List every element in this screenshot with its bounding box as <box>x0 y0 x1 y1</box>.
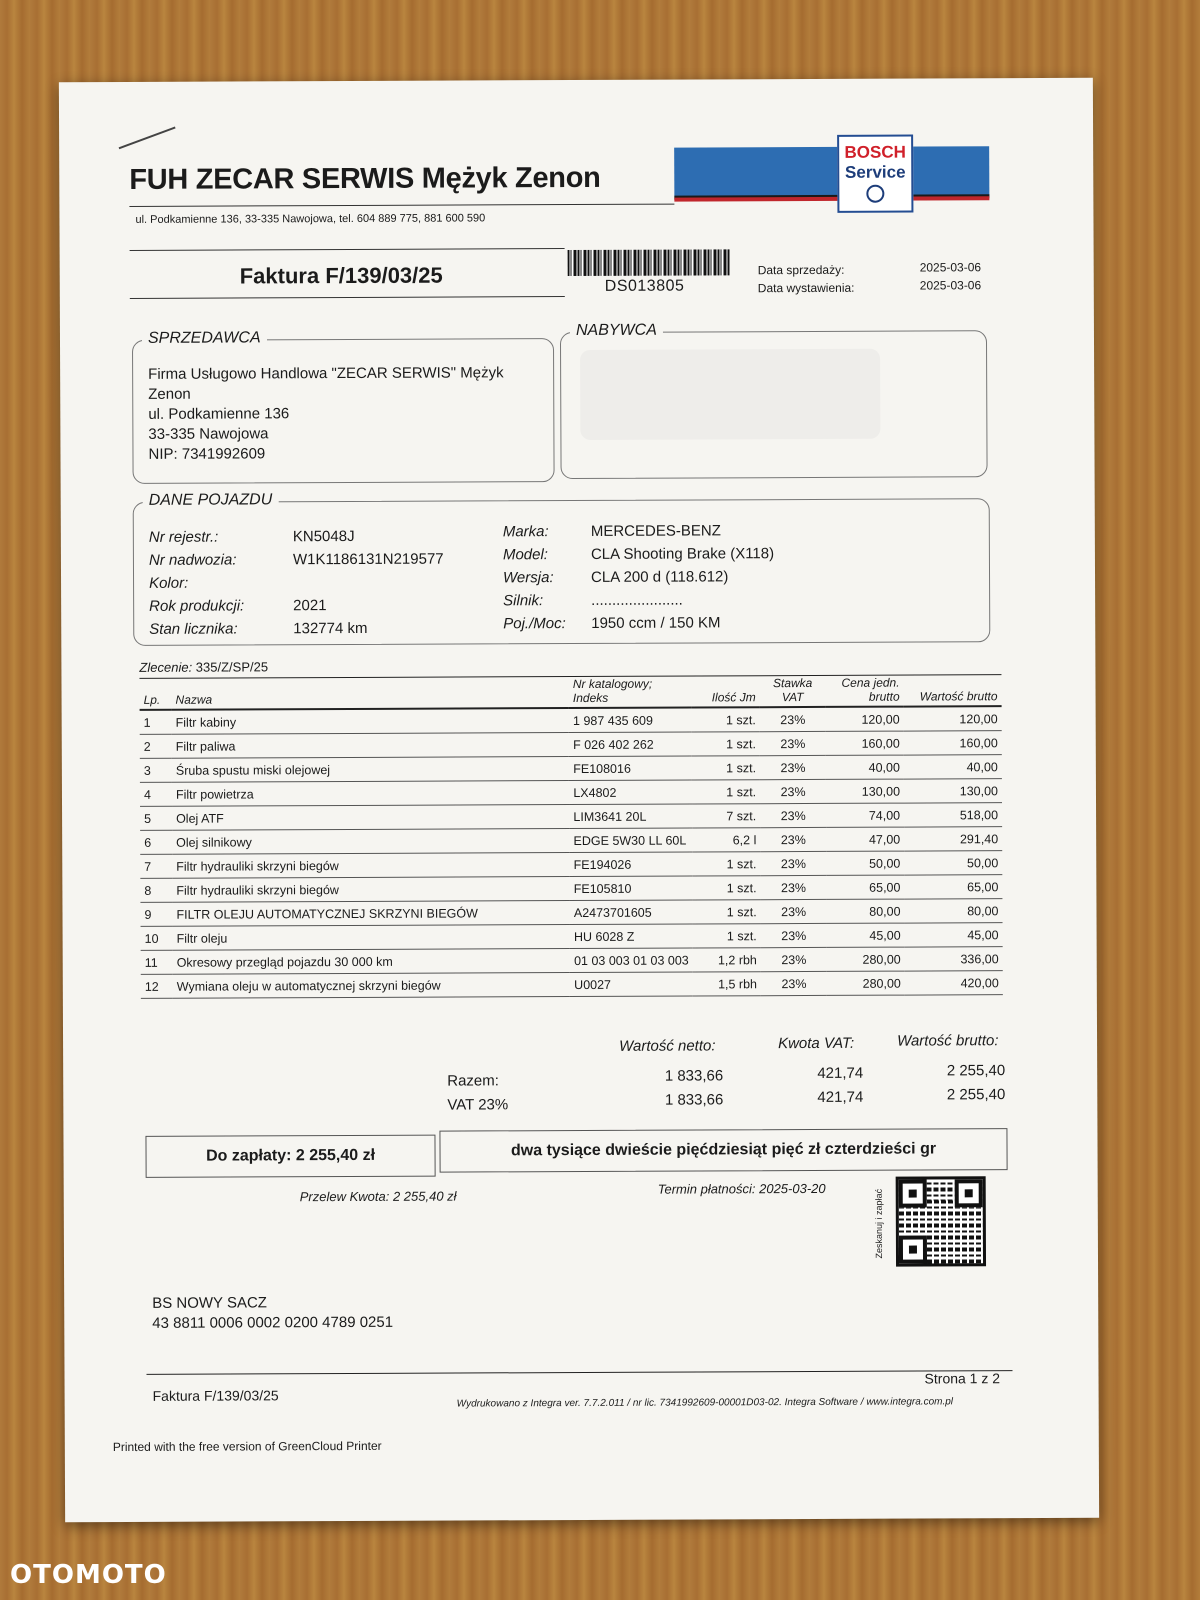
summary-vat-rate-net: 1 833,66 <box>664 1091 724 1109</box>
row-catalog: FE108016 <box>569 756 692 781</box>
bank-account: 43 8811 0006 0002 0200 4789 0251 <box>152 1313 394 1332</box>
col-catalog: Nr katalogowy; Indeks <box>569 675 692 709</box>
items-body <box>140 706 1003 998</box>
row-price: 280,00 <box>827 971 905 995</box>
row-lp: 4 <box>140 782 172 806</box>
payment-qr-code <box>896 1176 986 1266</box>
bosch-band-red <box>674 196 989 201</box>
row-lp: 11 <box>141 950 173 974</box>
row-name: Filtr kabiny <box>172 708 569 734</box>
buyer-redaction <box>580 349 880 440</box>
row-name: Filtr oleju <box>173 925 570 951</box>
row-price: 45,00 <box>827 923 905 947</box>
vehicle-field-label: Rok produkcji: <box>149 597 245 615</box>
barcode <box>568 249 730 276</box>
row-vat: 23% <box>760 779 826 803</box>
qr-scan-label: Zeskanuj i zapłać <box>873 1188 885 1259</box>
seller-nip: NIP: 7341992609 <box>148 445 266 463</box>
row-total: 160,00 <box>904 731 1002 755</box>
date-values <box>920 258 982 294</box>
table-header-row <box>139 673 1001 710</box>
buyer-label: NABYWCA <box>570 322 663 340</box>
col-name: Nazwa <box>171 675 569 710</box>
vehicle-left-labels <box>149 525 245 640</box>
vehicle-right-values <box>591 519 775 635</box>
row-name: Śruba spustu miski olejowej <box>172 757 569 783</box>
summary-vat-rate-gross: 2 255,40 <box>946 1086 1006 1104</box>
company-name: FUH ZECAR SERWIS Mężyk Zenon <box>129 161 601 196</box>
row-lp: 12 <box>141 974 173 998</box>
vehicle-color <box>293 571 444 595</box>
row-name: Filtr powietrza <box>172 781 569 807</box>
vehicle-odometer: 132774 km <box>293 619 368 638</box>
logo-text-bosch: BOSCH <box>844 142 906 162</box>
transfer-amount: Przelew Kwota: 2 255,40 zł <box>299 1188 457 1205</box>
seller-label: SPRZEDAWCA <box>142 329 267 348</box>
row-catalog: F 026 402 262 <box>569 732 692 757</box>
qr-finder <box>899 1235 927 1263</box>
summary-total-gross: 2 255,40 <box>946 1062 1006 1080</box>
col-total: Wartość brutto <box>903 673 1001 706</box>
row-total: 130,00 <box>904 779 1002 803</box>
vehicle-make: MERCEDES-BENZ <box>590 522 721 540</box>
row-price: 65,00 <box>826 875 904 899</box>
row-catalog: FE194026 <box>570 852 693 877</box>
row-vat: 23% <box>761 971 827 995</box>
vehicle-field-label: Marka: <box>502 523 549 541</box>
row-catalog: LX4802 <box>569 780 692 805</box>
row-vat: 23% <box>760 803 826 827</box>
row-lp: 10 <box>141 926 173 950</box>
vehicle-engine: ...................... <box>591 591 683 609</box>
row-catalog: EDGE 5W30 LL 60L <box>569 828 692 853</box>
seller-line: Firma Usługowo Handlowa "ZECAR SERWIS" Mężyk <box>148 364 504 383</box>
footer-invoice: Faktura F/139/03/25 <box>152 1387 279 1404</box>
vehicle-vin: W1K1186131N219577 <box>292 550 444 569</box>
row-vat: 23% <box>760 731 826 755</box>
row-catalog: U0027 <box>570 972 693 997</box>
payment-term: Termin płatności: 2025-03-20 <box>657 1180 826 1197</box>
row-price: 160,00 <box>826 731 904 755</box>
row-catalog: 1 987 435 609 <box>569 708 692 733</box>
vehicle-field-label: Stan licznika: <box>149 620 238 638</box>
row-qty: 1 szt. <box>693 924 761 948</box>
row-qty: 1,5 rbh <box>693 972 761 996</box>
row-price: 280,00 <box>827 947 905 971</box>
row-catalog: A2473701605 <box>570 900 693 925</box>
seller-line: Zenon <box>148 385 191 403</box>
vehicle-version: CLA 200 d (118.612) <box>590 568 729 586</box>
company-address: ul. Podkamienne 136, 33-335 Nawojowa, tel. 604 889 775, 881 600 590 <box>135 212 486 226</box>
printed-by-integra: Wydrukowano z Integra ver. 7.7.2.011 / nr lic. 7341992609-00001D03-02. Integra Software / www.integra.com.pl <box>456 1396 954 1410</box>
row-name: Olej silnikowy <box>172 829 569 855</box>
summary-total-net: 1 833,66 <box>664 1067 724 1085</box>
invoice-paper <box>59 78 1099 1522</box>
row-qty: 1 szt. <box>692 707 760 732</box>
col-price: Cena jedn. brutto <box>826 674 904 707</box>
row-qty: 7 szt. <box>692 804 760 828</box>
row-total: 80,00 <box>904 899 1002 923</box>
vehicle-field-label: Poj./Moc: <box>503 615 566 633</box>
row-total: 336,00 <box>905 947 1003 971</box>
vehicle-field-label: Wersja: <box>502 569 554 587</box>
summary-vat-header: Kwota VAT: <box>778 1034 855 1053</box>
row-name: FILTR OLEJU AUTOMATYCZNEJ SKRZYNI BIEGÓW <box>172 901 569 927</box>
row-qty: 1 szt. <box>692 732 760 756</box>
row-lp: 3 <box>140 758 172 782</box>
order-label: Zlecenie: <box>139 659 193 675</box>
row-name: Filtr hydrauliki skrzyni biegów <box>172 853 569 879</box>
vehicle-label: DANE POJAZDU <box>143 491 279 510</box>
row-lp: 5 <box>140 806 172 830</box>
row-qty: 1 szt. <box>692 852 760 876</box>
summary-vat-rate-vat: 421,74 <box>817 1088 864 1106</box>
issue-date-label: Data wystawienia: <box>757 280 855 296</box>
sale-date: 2025-03-06 <box>919 260 982 275</box>
row-catalog: HU 6028 Z <box>570 924 693 949</box>
vehicle-field-label: Model: <box>502 546 548 564</box>
vehicle-model: CLA Shooting Brake (X118) <box>590 545 775 563</box>
seller-details <box>148 363 538 465</box>
seller-line: ul. Podkamienne 136 <box>148 405 290 423</box>
bosch-service-logo <box>837 135 913 213</box>
row-qty: 1 szt. <box>693 876 761 900</box>
col-lp: Lp. <box>139 677 171 710</box>
row-name: Filtr paliwa <box>172 733 569 759</box>
row-price: 40,00 <box>826 755 904 779</box>
row-total: 40,00 <box>904 755 1002 779</box>
header-rule <box>129 204 674 207</box>
row-vat: 23% <box>761 947 827 971</box>
vehicle-field-label: Nr rejestr.: <box>148 528 219 546</box>
table-row <box>141 971 1003 999</box>
row-vat: 23% <box>760 755 826 779</box>
issue-date: 2025-03-06 <box>919 278 982 293</box>
row-catalog: FE105810 <box>570 876 693 901</box>
row-total: 65,00 <box>904 875 1002 899</box>
row-vat: 23% <box>761 923 827 947</box>
row-vat: 23% <box>761 899 827 923</box>
row-qty: 1 szt. <box>693 900 761 924</box>
row-total: 45,00 <box>905 923 1003 947</box>
row-lp: 6 <box>140 830 172 854</box>
row-lp: 8 <box>140 878 172 902</box>
vehicle-field-label: Nr nadwozia: <box>148 551 237 569</box>
row-name: Okresowy przegląd pojazdu 30 000 km <box>173 949 570 975</box>
row-lp: 1 <box>140 710 172 735</box>
row-total: 291,40 <box>904 827 1002 851</box>
col-qty: Ilość Jm <box>692 674 760 707</box>
summary-vat-rate-label: VAT 23% <box>447 1096 509 1114</box>
seller-line: 33-335 Nawojowa <box>148 425 269 443</box>
row-price: 130,00 <box>826 779 904 803</box>
title-rule-bottom <box>130 296 565 299</box>
date-labels <box>758 261 855 297</box>
vehicle-registration: KN5048J <box>292 527 355 546</box>
row-price: 74,00 <box>826 803 904 827</box>
footer-rule <box>146 1370 1012 1375</box>
row-total: 518,00 <box>904 803 1002 827</box>
row-qty: 1,2 rbh <box>693 948 761 972</box>
summary-total-label: Razem: <box>447 1072 499 1090</box>
bank-name: BS NOWY SACZ <box>152 1294 267 1312</box>
row-lp: 7 <box>140 854 172 878</box>
amount-due-box: Do zapłaty: 2 255,40 zł <box>145 1135 435 1178</box>
logo-text-service: Service <box>844 162 906 182</box>
bank-details <box>152 1293 393 1334</box>
summary-net-header: Wartość netto: <box>619 1037 716 1055</box>
row-vat: 23% <box>760 851 826 875</box>
page-number: Strona 1 z 2 <box>924 1370 1001 1387</box>
otomoto-watermark: OTOMOTO <box>10 1560 167 1590</box>
row-price: 47,00 <box>826 827 904 851</box>
vehicle-left-values <box>293 525 444 641</box>
row-price: 120,00 <box>826 707 904 732</box>
row-price: 80,00 <box>827 899 905 923</box>
vehicle-field-label: Silnik: <box>503 592 544 610</box>
vehicle-right-labels <box>503 520 566 635</box>
row-qty: 6,2 l <box>692 828 760 852</box>
title-rule-top <box>130 248 565 251</box>
invoice-title: Faktura F/139/03/25 <box>239 262 443 289</box>
row-price: 50,00 <box>826 851 904 875</box>
qr-finder <box>899 1179 927 1207</box>
row-total: 420,00 <box>905 971 1003 995</box>
row-vat: 23% <box>760 827 826 851</box>
vehicle-displacement: 1950 ccm / 150 KM <box>591 614 721 632</box>
amount-in-words-box: dwa tysiące dwieście pięćdziesiąt pięć zł czterdzieści gr <box>439 1128 1007 1172</box>
vehicle-field-label: Kolor: <box>149 574 189 592</box>
vehicle-year: 2021 <box>293 597 327 615</box>
row-qty: 1 szt. <box>692 780 760 804</box>
row-lp: 9 <box>140 902 172 926</box>
row-name: Olej ATF <box>172 805 569 831</box>
sale-date-label: Data sprzedaży: <box>757 262 845 278</box>
summary-total-vat: 421,74 <box>817 1064 864 1082</box>
col-vat: Stawka VAT <box>760 674 826 707</box>
bosch-armature-icon <box>866 185 884 203</box>
table-row <box>140 706 1002 734</box>
bosch-band <box>674 146 989 199</box>
order-line <box>139 659 268 675</box>
row-catalog: LIM3641 20L <box>569 804 692 829</box>
row-name: Wymiana oleju w automatycznej skrzyni biegów <box>173 973 570 999</box>
row-total: 50,00 <box>904 851 1002 875</box>
row-total: 120,00 <box>904 706 1002 731</box>
summary-gross-header: Wartość brutto: <box>897 1032 999 1050</box>
row-qty: 1 szt. <box>692 756 760 780</box>
row-lp: 2 <box>140 734 172 758</box>
qr-finder <box>955 1179 983 1207</box>
greencloud-note: Printed with the free version of GreenCloud Printer <box>112 1438 382 1455</box>
barcode-number: DS013805 <box>604 277 685 295</box>
row-vat: 23% <box>760 707 826 732</box>
pen-mark <box>119 127 176 150</box>
items-table <box>139 673 1002 999</box>
row-catalog: 01 03 003 01 03 003 <box>570 948 693 973</box>
row-vat: 23% <box>761 875 827 899</box>
order-number: 335/Z/SP/25 <box>195 659 269 675</box>
row-name: Filtr hydrauliki skrzyni biegów <box>172 877 569 903</box>
